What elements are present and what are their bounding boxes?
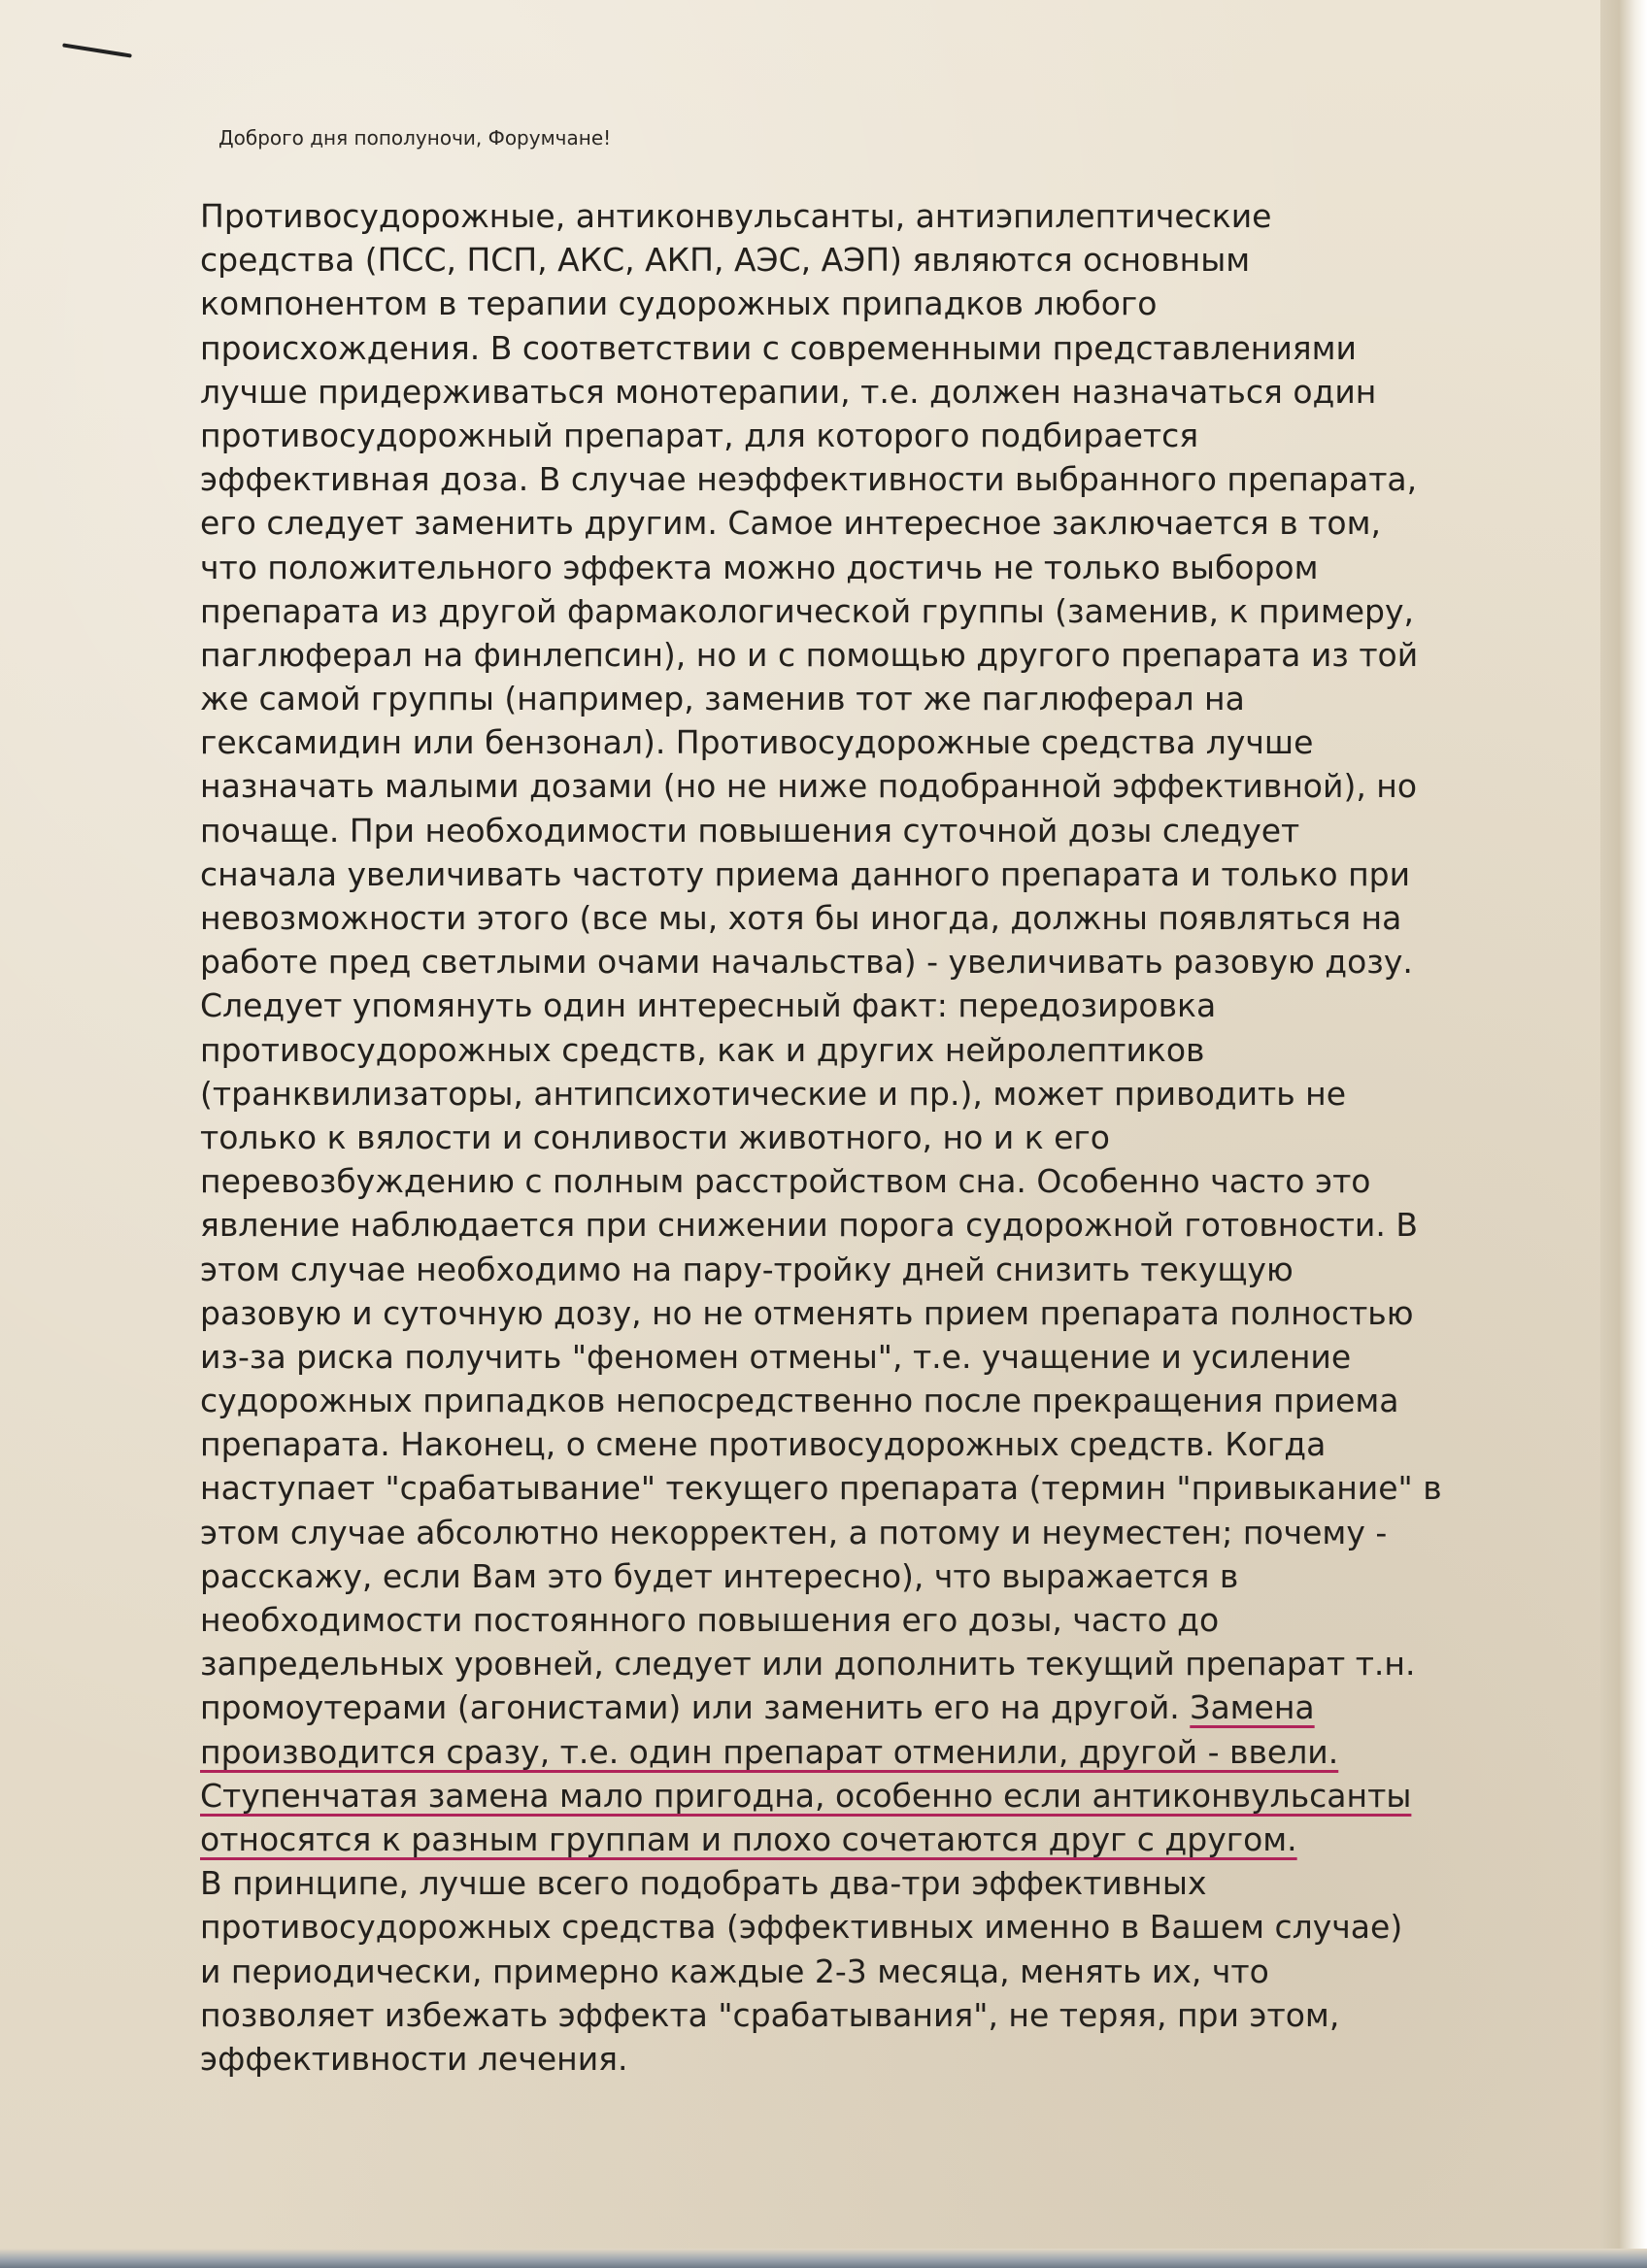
text-line: паглюферал на финлепсин), но и с помощью другого препарата из той bbox=[200, 635, 1419, 674]
text-line: же самой группы (например, заменив тот же паглюферал на bbox=[200, 680, 1245, 718]
underlined-text: Ступенчатая замена мало пригодна, особенно если антиконвульсанты bbox=[200, 1776, 1412, 1815]
text-line: препарата. Наконец, о смене противосудорожных средств. Когда bbox=[200, 1425, 1327, 1464]
greeting-line: Доброго дня пополуночи, Форумчане! bbox=[218, 126, 612, 150]
text-line: и периодически, примерно каждые 2-3 месяца, менять их, что bbox=[200, 1951, 1269, 1990]
text-line: что положительного эффекта можно достичь не только выбором bbox=[200, 548, 1319, 586]
text-line: В принципе, лучше всего подобрать два-три эффективных bbox=[200, 1864, 1207, 1903]
text-line: эффективности лечения. bbox=[200, 2039, 628, 2078]
text-line bbox=[200, 1818, 1501, 1861]
text-line: этом случае абсолютно некорректен, а потому и неуместен; почему - bbox=[200, 1513, 1388, 1551]
underlined-text: относятся к разным группам и плохо сочетаются друг с другом. bbox=[200, 1819, 1297, 1858]
underlined-text: Замена bbox=[1190, 1688, 1315, 1727]
text-line: назначать малыми дозами (но не ниже подобранной эффективной), но bbox=[200, 767, 1418, 806]
article-body bbox=[200, 194, 1501, 2081]
text-line: из-за риска получить "феномен отмены", т.е. учащение и усиление bbox=[200, 1337, 1352, 1376]
text-line: лучше придерживаться монотерапии, т.е. должен назначаться один bbox=[200, 372, 1377, 411]
text-line: эффективная доза. В случае неэффективности выбранного препарата, bbox=[200, 460, 1418, 499]
text-line: противосудорожный препарат, для которого подбирается bbox=[200, 416, 1199, 454]
text-line: противосудорожных средства (эффективных именно в Вашем случае) bbox=[200, 1908, 1403, 1947]
text-line: явление наблюдается при снижении порога судорожной готовности. В bbox=[200, 1206, 1418, 1245]
text-line: наступает "срабатывание" текущего препарата (термин "привыкание" в bbox=[200, 1469, 1442, 1508]
text-line bbox=[200, 1685, 1501, 1729]
text-line: препарата из другой фармакологической группы (заменив, к примеру, bbox=[200, 591, 1415, 630]
text-line: этом случае необходимо на пару-тройку дней снизить текущую bbox=[200, 1250, 1294, 1288]
text-line bbox=[200, 1774, 1501, 1818]
text-line: компонентом в терапии судорожных припадков любого bbox=[200, 284, 1158, 323]
text-line: Следует упомянуть один интересный факт: передозировка bbox=[200, 986, 1217, 1025]
text-line: судорожных припадков непосредственно после прекращения приема bbox=[200, 1382, 1399, 1420]
text-line: необходимости постоянного повышения его дозы, часто до bbox=[200, 1601, 1220, 1639]
text-line: почаще. При необходимости повышения суточной дозы следует bbox=[200, 811, 1300, 850]
text-line: (транквилизаторы, антипсихотические и пр.), может приводить не bbox=[200, 1074, 1347, 1113]
text-segment: промоутерами (агонистами) или заменить его на другой. bbox=[200, 1688, 1191, 1727]
text-line: сначала увеличивать частоту приема данного препарата и только при bbox=[200, 854, 1411, 893]
text-line bbox=[200, 1730, 1501, 1774]
text-line: его следует заменить другим. Самое интересное заключается в том, bbox=[200, 504, 1382, 543]
text-line: происхождения. В соответствии с современными представлениями bbox=[200, 328, 1357, 367]
text-line: позволяет избежать эффекта "срабатывания", не теряя, при этом, bbox=[200, 1995, 1340, 2034]
page-edge-bottom bbox=[0, 2249, 1647, 2268]
text-line: только к вялости и сонливости животного, но и к его bbox=[200, 1117, 1110, 1156]
text-line: работе пред светлыми очами начальства) - увеличивать разовую дозу. bbox=[200, 943, 1413, 982]
text-line: Противосудорожные, антиконвульсанты, антиэпилептические bbox=[200, 197, 1272, 235]
text-line: перевозбуждению с полным расстройством сна. Особенно часто это bbox=[200, 1162, 1371, 1201]
text-line: запредельных уровней, следует или дополнить текущий препарат т.н. bbox=[200, 1645, 1416, 1684]
text-line: средства (ПСС, ПСП, АКС, АКП, АЭС, АЭП) являются основным bbox=[200, 241, 1251, 280]
text-line: расскажу, если Вам это будет интересно), что выражается в bbox=[200, 1556, 1239, 1595]
underlined-text: производится сразу, т.е. один препарат отменили, другой - ввели. bbox=[200, 1732, 1339, 1771]
page-edge-right bbox=[1600, 0, 1647, 2268]
text-line: невозможности этого (все мы, хотя бы иногда, должны появляться на bbox=[200, 899, 1402, 937]
text-line: разовую и суточную дозу, но не отменять прием препарата полностью bbox=[200, 1293, 1414, 1332]
text-line: противосудорожных средств, как и других нейролептиков bbox=[200, 1030, 1205, 1069]
text-line: гексамидин или бензонал). Противосудорожные средства лучше bbox=[200, 723, 1314, 762]
pen-mark bbox=[62, 43, 132, 57]
